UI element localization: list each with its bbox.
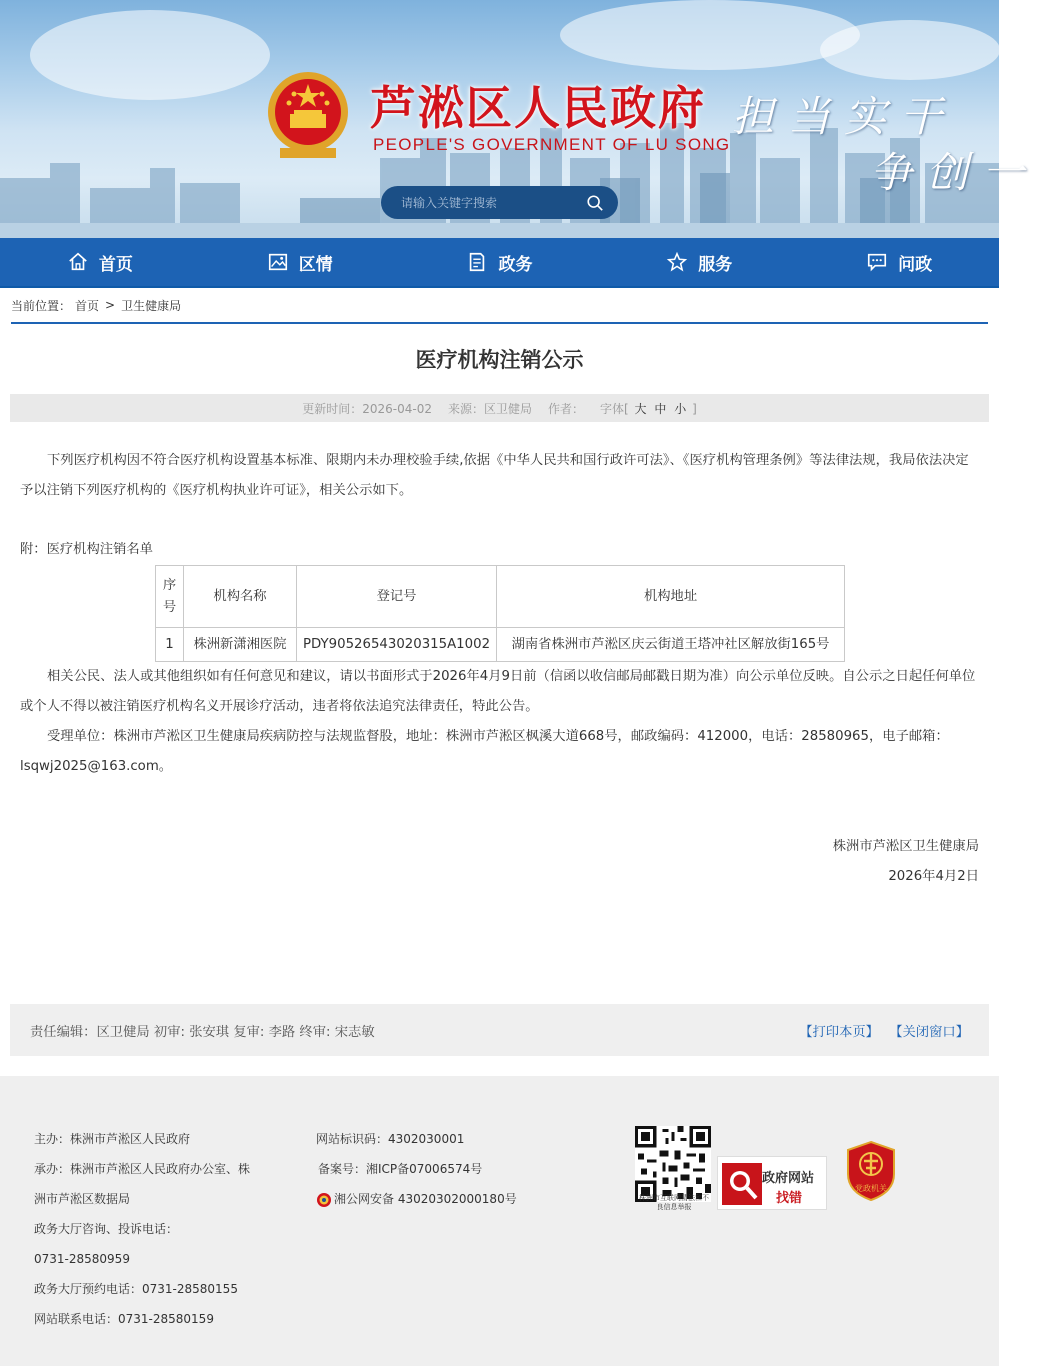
national-emblem-logo xyxy=(266,70,350,162)
font-size-label: 字体[ xyxy=(600,401,629,416)
article-paragraph: 相关公民、法人或其他组织如有任何意见和建议，请以书面形式于2026年4月9日前（信函以收信邮局邮戳日期为准）向公示单位反映。自公示之日起任何单位或个人不得以被注销医疗机构名义开展诊疗活动，违者将依法追究法律责任，特此公告。 xyxy=(20,669,976,714)
slogan-line2: 争创一 xyxy=(870,148,1038,197)
article-meta xyxy=(10,394,989,422)
table-cell: 株洲新潇湘医院 xyxy=(184,628,297,662)
table-header-cell: 机构地址 xyxy=(497,566,845,628)
footer-police-record[interactable] xyxy=(316,1184,517,1214)
close-window-link[interactable]: 【关闭窗口】 xyxy=(889,1024,969,1040)
table-header-cell: 序号 xyxy=(156,566,184,628)
table-cell: 湖南省株洲市芦淞区庆云街道王塔冲社区解放街165号 xyxy=(497,628,845,662)
breadcrumb-home-link[interactable]: 首页 xyxy=(75,298,100,313)
nav-item-government[interactable] xyxy=(400,238,600,286)
breadcrumb xyxy=(11,288,988,324)
chat-icon xyxy=(866,251,888,273)
gov-err-line1: 政府网站 xyxy=(762,1171,815,1186)
footer-site-id: 网站标识码：4302030001 xyxy=(316,1132,465,1146)
star-icon xyxy=(666,251,688,273)
search-bar xyxy=(381,186,618,219)
gov-website-error-report-button[interactable] xyxy=(717,1156,827,1210)
site-header xyxy=(0,0,1038,238)
table-header-cell: 机构名称 xyxy=(184,566,297,628)
footer-hall-booking: 政务大厅预约电话：0731-28580155 xyxy=(34,1282,238,1296)
print-page-link[interactable]: 【打印本页】 xyxy=(799,1024,879,1040)
home-icon xyxy=(67,251,89,273)
search-input[interactable] xyxy=(401,196,586,210)
signature-date: 2026年4月2日 xyxy=(888,869,979,884)
footer-organizer: 承办：株洲市芦淞区人民政府办公室、株洲市芦淞区数据局 xyxy=(34,1162,251,1206)
table-row xyxy=(156,628,845,662)
article-paragraph: 下列医疗机构因不符合医疗机构设置基本标准、限期内未办理校验手续,依据《中华人民共和国行政许可法》、《医疗机构管理条例》等法律法规，我局依法决定予以注销下列医疗机构的《医疗机构执业许可证》，相关公示如下。 xyxy=(20,453,969,498)
meta-source: 来源：区卫健局 xyxy=(447,401,532,416)
qr-code-image xyxy=(635,1126,711,1202)
cancellation-table xyxy=(155,565,845,662)
document-icon xyxy=(466,251,488,273)
editor-info: 责任编辑：区卫健局 初审: 张安琪 复审: 李路 终审: 宋志敏 xyxy=(30,1024,375,1040)
nav-item-label: 服务 xyxy=(698,254,733,275)
table-header-row xyxy=(156,566,845,628)
table-header-cell: 登记号 xyxy=(297,566,497,628)
police-badge-icon xyxy=(316,1192,332,1208)
footer-registration-column xyxy=(316,1124,517,1214)
cloud-decoration xyxy=(820,20,1000,80)
font-size-close: ] xyxy=(692,401,697,416)
meta-author: 作者： xyxy=(548,401,585,416)
main-nav xyxy=(0,238,999,288)
gov-err-line2: 找错 xyxy=(776,1191,803,1206)
nav-item-inquiry[interactable] xyxy=(799,238,999,286)
footer-site-contact: 网站联系电话：0731-28580159 xyxy=(34,1312,214,1326)
magnifier-icon xyxy=(722,1163,762,1205)
footer-police-text: 湘公网安备 43020302000180号 xyxy=(334,1192,517,1206)
font-size-medium-link[interactable]: 中 xyxy=(654,401,667,416)
table-cell: 1 xyxy=(156,628,184,662)
slogan-line1: 担当实干 xyxy=(732,92,957,141)
nav-item-label: 首页 xyxy=(98,254,133,275)
party-government-badge-icon[interactable] xyxy=(845,1140,897,1202)
site-subtitle: PEOPLE'S GOVERNMENT OF LU SONG xyxy=(373,135,731,154)
nav-item-home[interactable] xyxy=(0,238,200,286)
nav-item-label: 政务 xyxy=(498,254,533,275)
footer-host: 主办：株洲市芦淞区人民政府 xyxy=(34,1132,191,1146)
editor-actions xyxy=(793,1021,969,1040)
nav-item-district[interactable] xyxy=(200,238,400,286)
breadcrumb-prefix: 当前位置： xyxy=(11,298,72,313)
footer-icp-link[interactable]: 备案号：湘ICP备07006574号 xyxy=(318,1162,483,1176)
cloud-decoration xyxy=(30,10,270,100)
font-size-large-link[interactable]: 大 xyxy=(634,401,647,416)
signature-org: 株洲市芦淞区卫生健康局 xyxy=(832,839,979,854)
footer-hall-consult-phone: 0731-28580959 xyxy=(34,1252,130,1266)
article-body xyxy=(20,446,979,782)
footer-hall-consult: 政务大厅咨询、投诉电话： xyxy=(34,1222,179,1236)
nav-item-label: 问政 xyxy=(898,254,933,275)
search-icon[interactable] xyxy=(586,194,604,212)
annex-label: 附：医疗机构注销名单 xyxy=(20,542,153,557)
site-title: 芦淞区人民政府 xyxy=(370,81,706,135)
signature-block xyxy=(20,832,979,892)
meta-updated: 更新时间：2026-04-02 xyxy=(302,401,432,416)
party-badge-label: 党政机关 xyxy=(855,1184,887,1193)
cloud-decoration xyxy=(560,0,860,70)
nav-item-label: 区情 xyxy=(298,254,333,275)
editor-bar xyxy=(10,1004,989,1056)
font-size-small-link[interactable]: 小 xyxy=(674,401,687,416)
breadcrumb-current-link[interactable]: 卫生健康局 xyxy=(121,298,182,313)
footer-contact-column xyxy=(34,1124,259,1334)
article-paragraph: 受理单位：株洲市芦淞区卫生健康局疾病防控与法规监督股，地址：株洲市芦淞区枫溪大道668号，邮政编码：412000，电话：28580965，电子邮箱：lsqwj2025@163.com。 xyxy=(20,729,949,774)
table-cell: PDY90526543020315A1002 xyxy=(297,628,497,662)
picture-icon xyxy=(267,251,289,273)
qr-caption: 株洲市互联网清法和不良信息举报 xyxy=(639,1194,709,1211)
font-size-switcher xyxy=(600,400,697,417)
nav-item-service[interactable] xyxy=(599,238,799,286)
site-footer xyxy=(0,1076,999,1366)
breadcrumb-separator: > xyxy=(105,298,116,312)
page-title: 医疗机构注销公示 xyxy=(415,348,584,372)
